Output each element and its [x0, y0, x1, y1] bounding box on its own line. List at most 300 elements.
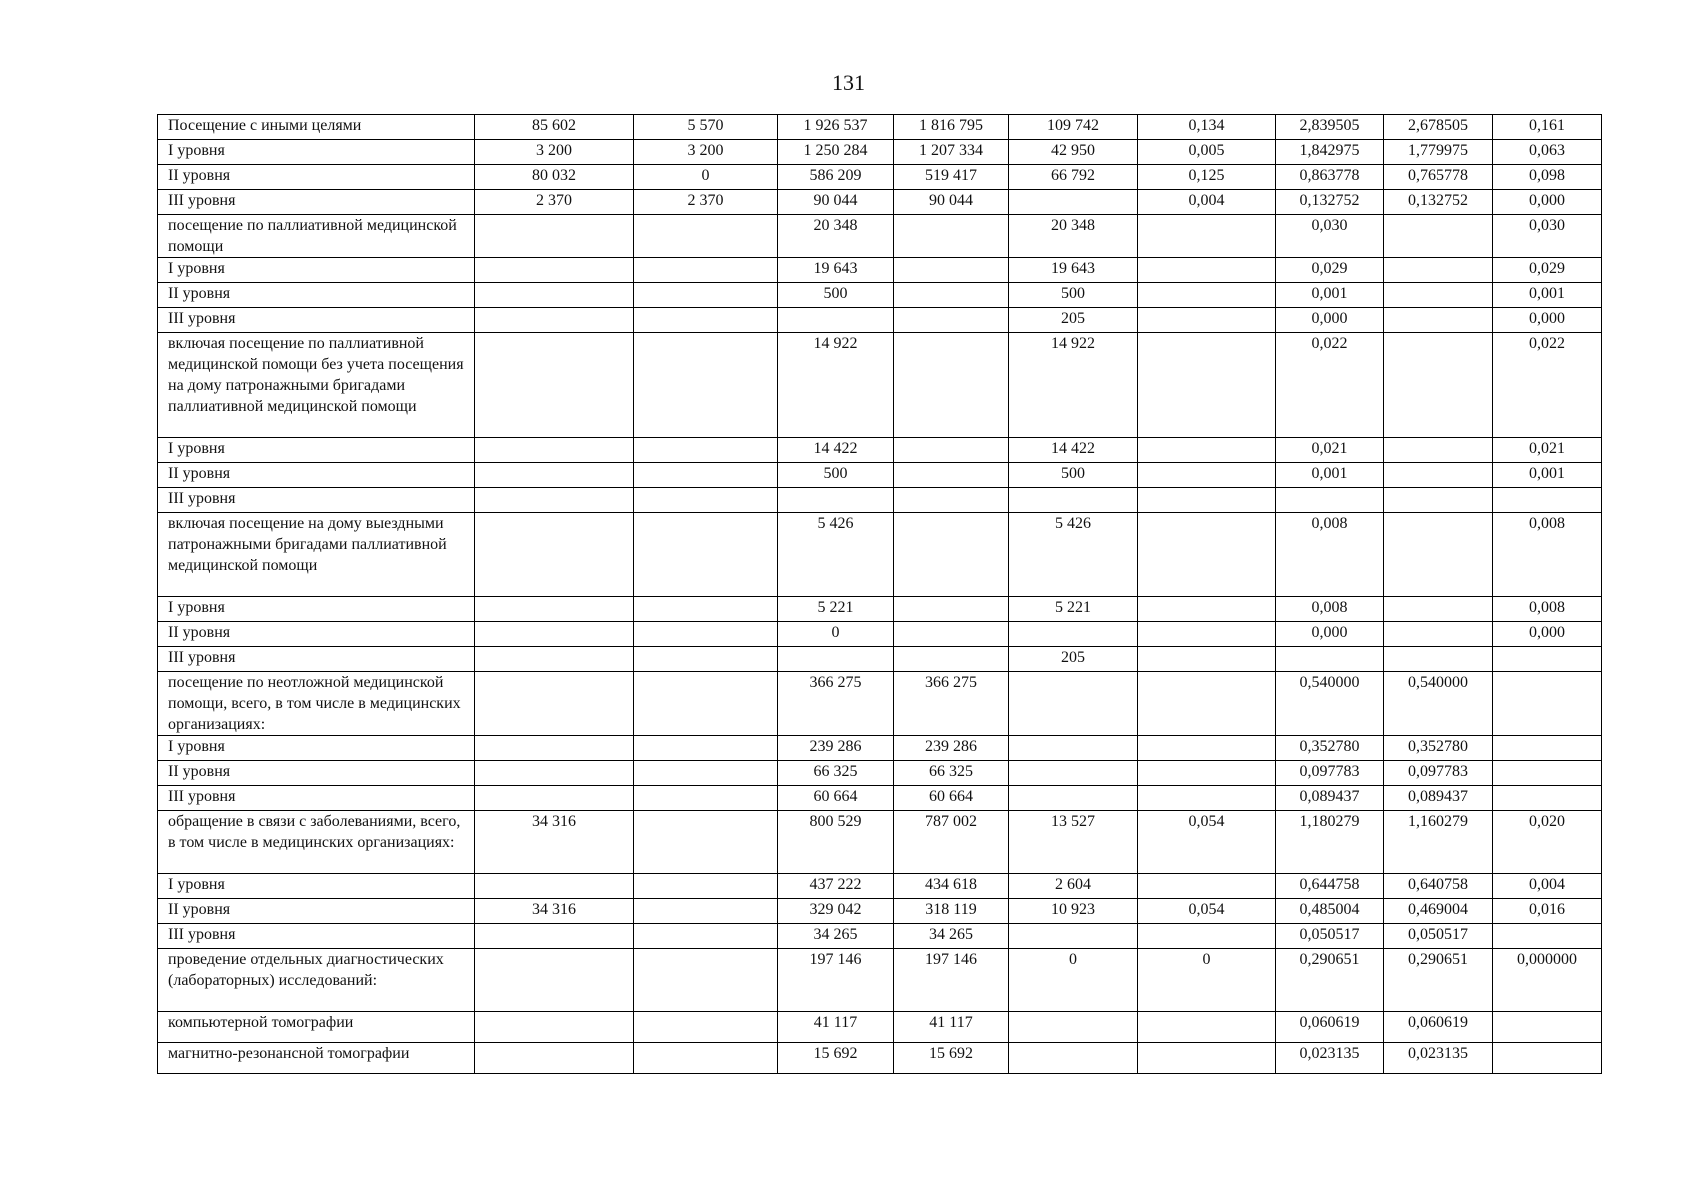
- table-cell: 0,022: [1493, 333, 1602, 438]
- table-cell: [634, 597, 778, 622]
- table-cell: [894, 308, 1009, 333]
- table-cell: 1,160279: [1384, 811, 1493, 874]
- table-cell: 0,060619: [1384, 1012, 1493, 1043]
- table-cell: [634, 1012, 778, 1043]
- table-cell: [634, 786, 778, 811]
- table-row: [158, 786, 1602, 811]
- table-cell: 0,020: [1493, 811, 1602, 874]
- table-cell: [634, 672, 778, 736]
- table-cell: [475, 672, 634, 736]
- table-cell: [634, 488, 778, 513]
- table-cell: [475, 1043, 634, 1074]
- table-cell: 0: [1138, 949, 1276, 1012]
- table-cell: [475, 597, 634, 622]
- row-label: I уровня: [158, 140, 475, 165]
- table-cell: 0,640758: [1384, 874, 1493, 899]
- table-row: [158, 597, 1602, 622]
- table-cell: 0,023135: [1384, 1043, 1493, 1074]
- table-row: [158, 283, 1602, 308]
- table-cell: 0,097783: [1276, 761, 1384, 786]
- table-cell: 0,000: [1276, 308, 1384, 333]
- table-cell: [1009, 672, 1138, 736]
- table-cell: 60 664: [894, 786, 1009, 811]
- table-cell: [634, 1043, 778, 1074]
- table-cell: [475, 736, 634, 761]
- table-cell: 0,008: [1493, 513, 1602, 597]
- table-cell: [1138, 1043, 1276, 1074]
- table-cell: [1384, 283, 1493, 308]
- table-cell: 0,001: [1276, 283, 1384, 308]
- table-cell: 0: [634, 165, 778, 190]
- table-cell: 1,779975: [1384, 140, 1493, 165]
- table-cell: [475, 647, 634, 672]
- table-cell: 0,054: [1138, 899, 1276, 924]
- table-cell: [634, 899, 778, 924]
- table-cell: [1138, 597, 1276, 622]
- table-cell: 239 286: [894, 736, 1009, 761]
- table-cell: 0,134: [1138, 115, 1276, 140]
- table-row: [158, 333, 1602, 438]
- table-cell: 0,001: [1276, 463, 1384, 488]
- row-label: III уровня: [158, 647, 475, 672]
- table-row: [158, 811, 1602, 874]
- row-label: II уровня: [158, 463, 475, 488]
- table-cell: [894, 438, 1009, 463]
- table-cell: 19 643: [1009, 258, 1138, 283]
- table-cell: [1384, 258, 1493, 283]
- table-cell: 0,132752: [1276, 190, 1384, 215]
- table-cell: 0,030: [1493, 215, 1602, 258]
- table-cell: 197 146: [894, 949, 1009, 1012]
- table-row: [158, 647, 1602, 672]
- table-cell: 0: [778, 622, 894, 647]
- table-row: [158, 736, 1602, 761]
- table-cell: [1009, 1043, 1138, 1074]
- table-cell: 19 643: [778, 258, 894, 283]
- table-cell: [634, 438, 778, 463]
- table-cell: [634, 761, 778, 786]
- row-label: I уровня: [158, 258, 475, 283]
- table-cell: [894, 283, 1009, 308]
- table-cell: 1 926 537: [778, 115, 894, 140]
- table-cell: 0,290651: [1276, 949, 1384, 1012]
- table-cell: 0,644758: [1276, 874, 1384, 899]
- table-cell: [1493, 736, 1602, 761]
- row-label: III уровня: [158, 786, 475, 811]
- table-row: [158, 513, 1602, 597]
- table-cell: 90 044: [894, 190, 1009, 215]
- table-cell: 80 032: [475, 165, 634, 190]
- table-cell: [1493, 1012, 1602, 1043]
- table-cell: 0,125: [1138, 165, 1276, 190]
- table-body: [158, 115, 1602, 1074]
- table-cell: [1009, 786, 1138, 811]
- table-cell: 0,008: [1276, 597, 1384, 622]
- table-cell: 0,021: [1493, 438, 1602, 463]
- table-cell: 0,863778: [1276, 165, 1384, 190]
- table-cell: 500: [778, 463, 894, 488]
- table-cell: 1,180279: [1276, 811, 1384, 874]
- table-cell: [634, 308, 778, 333]
- table-cell: 0,021: [1276, 438, 1384, 463]
- table-row: [158, 140, 1602, 165]
- table-cell: 41 117: [778, 1012, 894, 1043]
- table-cell: [634, 949, 778, 1012]
- table-cell: [1138, 786, 1276, 811]
- row-label: II уровня: [158, 165, 475, 190]
- table-row: [158, 215, 1602, 258]
- row-label: I уровня: [158, 597, 475, 622]
- table-row: [158, 1012, 1602, 1043]
- table-cell: [1138, 488, 1276, 513]
- table-cell: [894, 622, 1009, 647]
- table-cell: 5 426: [778, 513, 894, 597]
- table-cell: [475, 1012, 634, 1043]
- table-cell: [634, 463, 778, 488]
- table-cell: [634, 258, 778, 283]
- table-cell: 0,469004: [1384, 899, 1493, 924]
- table-cell: 205: [1009, 308, 1138, 333]
- table-cell: [1138, 513, 1276, 597]
- table-cell: [1138, 672, 1276, 736]
- table-cell: [1276, 647, 1384, 672]
- table-cell: 0,290651: [1384, 949, 1493, 1012]
- table-cell: 60 664: [778, 786, 894, 811]
- table-cell: 2,678505: [1384, 115, 1493, 140]
- table-cell: 366 275: [894, 672, 1009, 736]
- table-cell: 329 042: [778, 899, 894, 924]
- table-cell: [475, 761, 634, 786]
- table-row: [158, 463, 1602, 488]
- table-cell: 586 209: [778, 165, 894, 190]
- table-cell: 2,839505: [1276, 115, 1384, 140]
- row-label: посещение по паллиативной медицинской помощи: [158, 215, 475, 258]
- table-cell: 0,054: [1138, 811, 1276, 874]
- table-cell: 2 604: [1009, 874, 1138, 899]
- table-cell: [1384, 647, 1493, 672]
- table-row: [158, 258, 1602, 283]
- table-cell: [1138, 308, 1276, 333]
- table-cell: 34 265: [778, 924, 894, 949]
- table-cell: [1138, 924, 1276, 949]
- row-label: I уровня: [158, 736, 475, 761]
- table-cell: 2 370: [634, 190, 778, 215]
- table-cell: 1 816 795: [894, 115, 1009, 140]
- table-cell: [1138, 874, 1276, 899]
- table-cell: 500: [778, 283, 894, 308]
- table-cell: 90 044: [778, 190, 894, 215]
- table-cell: 787 002: [894, 811, 1009, 874]
- table-cell: [1384, 438, 1493, 463]
- table-cell: [475, 949, 634, 1012]
- table-row: [158, 924, 1602, 949]
- row-label: I уровня: [158, 874, 475, 899]
- table-cell: [1138, 761, 1276, 786]
- table-cell: 0,485004: [1276, 899, 1384, 924]
- table-cell: [1384, 622, 1493, 647]
- table-row: [158, 488, 1602, 513]
- table-cell: [634, 811, 778, 874]
- table-cell: [1138, 1012, 1276, 1043]
- table-cell: 0,005: [1138, 140, 1276, 165]
- table-cell: [475, 513, 634, 597]
- table-cell: [634, 874, 778, 899]
- table-cell: 14 422: [778, 438, 894, 463]
- table-cell: [894, 647, 1009, 672]
- table-cell: 500: [1009, 463, 1138, 488]
- table-cell: [634, 647, 778, 672]
- table-cell: 0,022: [1276, 333, 1384, 438]
- statistics-table: [157, 114, 1602, 1074]
- table-cell: 366 275: [778, 672, 894, 736]
- table-cell: [894, 513, 1009, 597]
- table-row: [158, 165, 1602, 190]
- table-cell: [778, 308, 894, 333]
- table-cell: 41 117: [894, 1012, 1009, 1043]
- row-label: посещение по неотложной медицинской помощи, всего, в том числе в медицинских организациях:: [158, 672, 475, 736]
- table-cell: 0,030: [1276, 215, 1384, 258]
- table-cell: [475, 308, 634, 333]
- row-label: III уровня: [158, 190, 475, 215]
- table-cell: [475, 215, 634, 258]
- table-cell: 0,540000: [1276, 672, 1384, 736]
- table-cell: 0,161: [1493, 115, 1602, 140]
- table-cell: [894, 463, 1009, 488]
- table-row: [158, 874, 1602, 899]
- row-label: III уровня: [158, 924, 475, 949]
- table-cell: 197 146: [778, 949, 894, 1012]
- row-label: включая посещение по паллиативной медицинской помощи без учета посещения на дому патронажными бригадами паллиативной медицинской помощи: [158, 333, 475, 438]
- table-row: [158, 761, 1602, 786]
- table-cell: [475, 622, 634, 647]
- row-label: магнитно-резонансной томографии: [158, 1043, 475, 1074]
- table-cell: [634, 333, 778, 438]
- table-cell: [1493, 672, 1602, 736]
- table-cell: 66 792: [1009, 165, 1138, 190]
- table-cell: 1,842975: [1276, 140, 1384, 165]
- table-cell: [778, 488, 894, 513]
- table-cell: 1 207 334: [894, 140, 1009, 165]
- table-cell: [1138, 215, 1276, 258]
- table-cell: [894, 333, 1009, 438]
- table-cell: 15 692: [894, 1043, 1009, 1074]
- table-cell: 3 200: [475, 140, 634, 165]
- table-cell: 0,023135: [1276, 1043, 1384, 1074]
- table-cell: [1276, 488, 1384, 513]
- table-cell: [1009, 761, 1138, 786]
- row-label: II уровня: [158, 283, 475, 308]
- page-number: 131: [832, 70, 865, 95]
- table-cell: 0,004: [1493, 874, 1602, 899]
- table-cell: [1138, 333, 1276, 438]
- row-label: II уровня: [158, 622, 475, 647]
- table-cell: 0,001: [1493, 463, 1602, 488]
- table-cell: 5 570: [634, 115, 778, 140]
- table-row: [158, 672, 1602, 736]
- table-row: [158, 438, 1602, 463]
- table-cell: [1493, 1043, 1602, 1074]
- table-cell: [1138, 258, 1276, 283]
- table-cell: [778, 647, 894, 672]
- table-cell: 0,008: [1493, 597, 1602, 622]
- table-cell: 0,063: [1493, 140, 1602, 165]
- table-row: [158, 115, 1602, 140]
- table-cell: 0,089437: [1384, 786, 1493, 811]
- table-cell: [1138, 283, 1276, 308]
- table-row: [158, 899, 1602, 924]
- table-cell: 0,765778: [1384, 165, 1493, 190]
- table-cell: 0,001: [1493, 283, 1602, 308]
- table-cell: 66 325: [894, 761, 1009, 786]
- table-cell: [475, 258, 634, 283]
- table-cell: 34 316: [475, 899, 634, 924]
- table-cell: [475, 874, 634, 899]
- table-cell: [634, 283, 778, 308]
- table-row: [158, 949, 1602, 1012]
- table-cell: 5 221: [1009, 597, 1138, 622]
- row-label: компьютерной томографии: [158, 1012, 475, 1043]
- table-cell: [1384, 215, 1493, 258]
- table-cell: 2 370: [475, 190, 634, 215]
- table-cell: [1384, 308, 1493, 333]
- table-cell: [894, 488, 1009, 513]
- table-cell: 0,098: [1493, 165, 1602, 190]
- table-cell: 13 527: [1009, 811, 1138, 874]
- table-cell: 0,000: [1493, 308, 1602, 333]
- row-label: I уровня: [158, 438, 475, 463]
- table-cell: 109 742: [1009, 115, 1138, 140]
- table-cell: [1384, 488, 1493, 513]
- table-cell: 0,016: [1493, 899, 1602, 924]
- table-cell: 14 422: [1009, 438, 1138, 463]
- table-cell: [475, 463, 634, 488]
- table-cell: [634, 513, 778, 597]
- table-cell: 500: [1009, 283, 1138, 308]
- table-cell: 0,004: [1138, 190, 1276, 215]
- table-cell: [1493, 647, 1602, 672]
- row-label: проведение отдельных диагностических (лабораторных) исследований:: [158, 949, 475, 1012]
- table-cell: [1009, 736, 1138, 761]
- table-cell: 437 222: [778, 874, 894, 899]
- table-cell: 205: [1009, 647, 1138, 672]
- table-cell: 85 602: [475, 115, 634, 140]
- table-cell: [1009, 488, 1138, 513]
- table-cell: 5 221: [778, 597, 894, 622]
- table-cell: 14 922: [1009, 333, 1138, 438]
- table-cell: 0,352780: [1384, 736, 1493, 761]
- table-cell: 0,050517: [1384, 924, 1493, 949]
- table-cell: 318 119: [894, 899, 1009, 924]
- table-row: [158, 1043, 1602, 1074]
- table-cell: 0,050517: [1276, 924, 1384, 949]
- table-row: [158, 308, 1602, 333]
- table-cell: [475, 283, 634, 308]
- table-cell: 0,029: [1493, 258, 1602, 283]
- table-cell: 519 417: [894, 165, 1009, 190]
- table-cell: 0,000000: [1493, 949, 1602, 1012]
- row-label: II уровня: [158, 761, 475, 786]
- table-cell: [1384, 513, 1493, 597]
- table-cell: 15 692: [778, 1043, 894, 1074]
- table-cell: 0,029: [1276, 258, 1384, 283]
- table-cell: [1009, 1012, 1138, 1043]
- table-cell: 0,097783: [1384, 761, 1493, 786]
- table-cell: [475, 333, 634, 438]
- table-cell: 0,089437: [1276, 786, 1384, 811]
- table-cell: [1493, 761, 1602, 786]
- table-cell: [634, 924, 778, 949]
- table-cell: 800 529: [778, 811, 894, 874]
- table-cell: 0,132752: [1384, 190, 1493, 215]
- table-cell: 0,008: [1276, 513, 1384, 597]
- table-cell: 34 265: [894, 924, 1009, 949]
- table-cell: [894, 258, 1009, 283]
- table-cell: [1138, 438, 1276, 463]
- table-cell: [1009, 190, 1138, 215]
- row-label: II уровня: [158, 899, 475, 924]
- table-cell: 20 348: [778, 215, 894, 258]
- table-cell: [1138, 463, 1276, 488]
- table-cell: 239 286: [778, 736, 894, 761]
- row-label: Посещение с иными целями: [158, 115, 475, 140]
- table-cell: 5 426: [1009, 513, 1138, 597]
- row-label: обращение в связи с заболеваниями, всего, в том числе в медицинских организациях:: [158, 811, 475, 874]
- table-cell: [1384, 597, 1493, 622]
- table-cell: [894, 597, 1009, 622]
- row-label: III уровня: [158, 488, 475, 513]
- table-cell: [634, 215, 778, 258]
- table-cell: [1493, 924, 1602, 949]
- table-cell: [1138, 736, 1276, 761]
- table-cell: 1 250 284: [778, 140, 894, 165]
- row-label: включая посещение на дому выездными патронажными бригадами паллиативной медицинской помощи: [158, 513, 475, 597]
- table-cell: [1493, 786, 1602, 811]
- table-cell: [1384, 463, 1493, 488]
- table-cell: 434 618: [894, 874, 1009, 899]
- table-cell: 42 950: [1009, 140, 1138, 165]
- table-row: [158, 190, 1602, 215]
- table-cell: 0,352780: [1276, 736, 1384, 761]
- table-cell: 0,540000: [1384, 672, 1493, 736]
- table-cell: 14 922: [778, 333, 894, 438]
- table-cell: [894, 215, 1009, 258]
- table-cell: [1009, 924, 1138, 949]
- table-cell: 0,060619: [1276, 1012, 1384, 1043]
- table-cell: 3 200: [634, 140, 778, 165]
- table-cell: [634, 736, 778, 761]
- table-cell: 0,000: [1276, 622, 1384, 647]
- table-cell: 34 316: [475, 811, 634, 874]
- table-cell: [634, 622, 778, 647]
- table-cell: [475, 438, 634, 463]
- table-cell: [1138, 622, 1276, 647]
- table-cell: 0,000: [1493, 190, 1602, 215]
- table-cell: 66 325: [778, 761, 894, 786]
- table-row: [158, 622, 1602, 647]
- table-cell: [1493, 488, 1602, 513]
- table-cell: [475, 924, 634, 949]
- row-label: III уровня: [158, 308, 475, 333]
- table-cell: [475, 786, 634, 811]
- table-cell: 10 923: [1009, 899, 1138, 924]
- table-cell: 20 348: [1009, 215, 1138, 258]
- table-cell: 0: [1009, 949, 1138, 1012]
- table-cell: [1138, 647, 1276, 672]
- table-cell: [1009, 622, 1138, 647]
- table-cell: 0,000: [1493, 622, 1602, 647]
- table-cell: [475, 488, 634, 513]
- table-cell: [1384, 333, 1493, 438]
